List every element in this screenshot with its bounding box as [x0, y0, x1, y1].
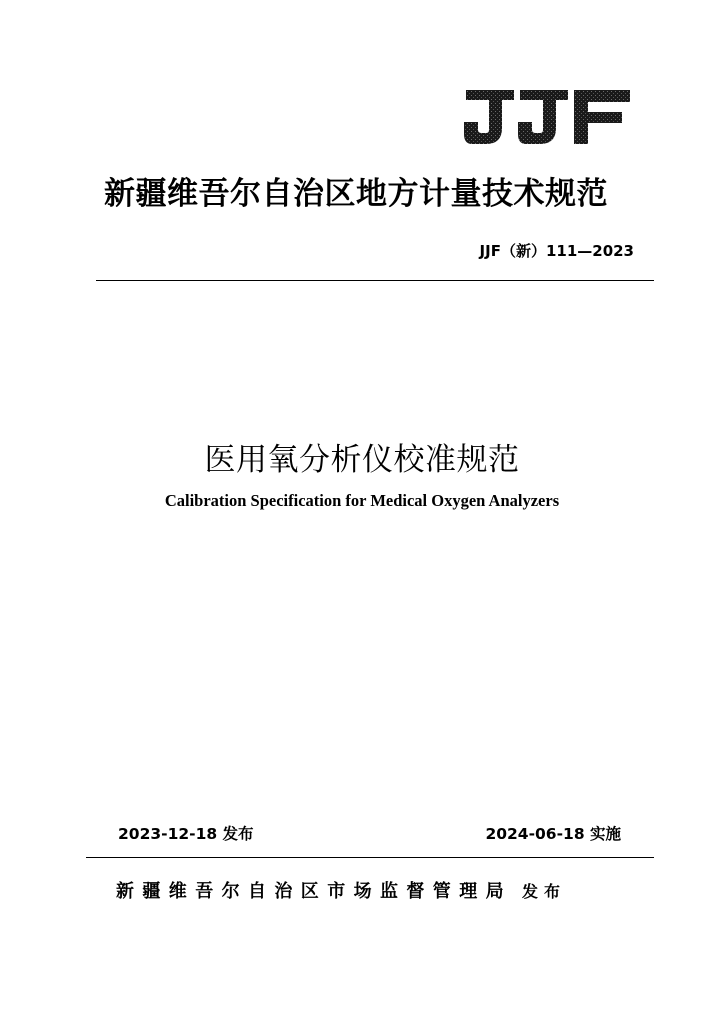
standard-number: JJF（新）111—2023 [479, 242, 634, 260]
effective-date: 2024-06-18 实施 [485, 825, 621, 843]
bottom-divider [86, 857, 654, 858]
publish-label: 发布 [522, 882, 567, 901]
document-title-cn: 医用氧分析仪校准规范 [204, 442, 520, 478]
publisher-line [116, 878, 566, 906]
issuer-title: 新疆维吾尔自治区地方计量技术规范 [104, 176, 608, 212]
issue-date: 2023-12-18 发布 [118, 825, 254, 843]
jjf-logo [462, 86, 632, 148]
jjf-logo-graphic [462, 86, 632, 148]
document-title-en: Calibration Specification for Medical Oxygen Analyzers [164, 491, 560, 510]
top-divider [96, 280, 654, 281]
publisher-name: 新疆维吾尔自治区市场监督管理局 [116, 881, 512, 902]
